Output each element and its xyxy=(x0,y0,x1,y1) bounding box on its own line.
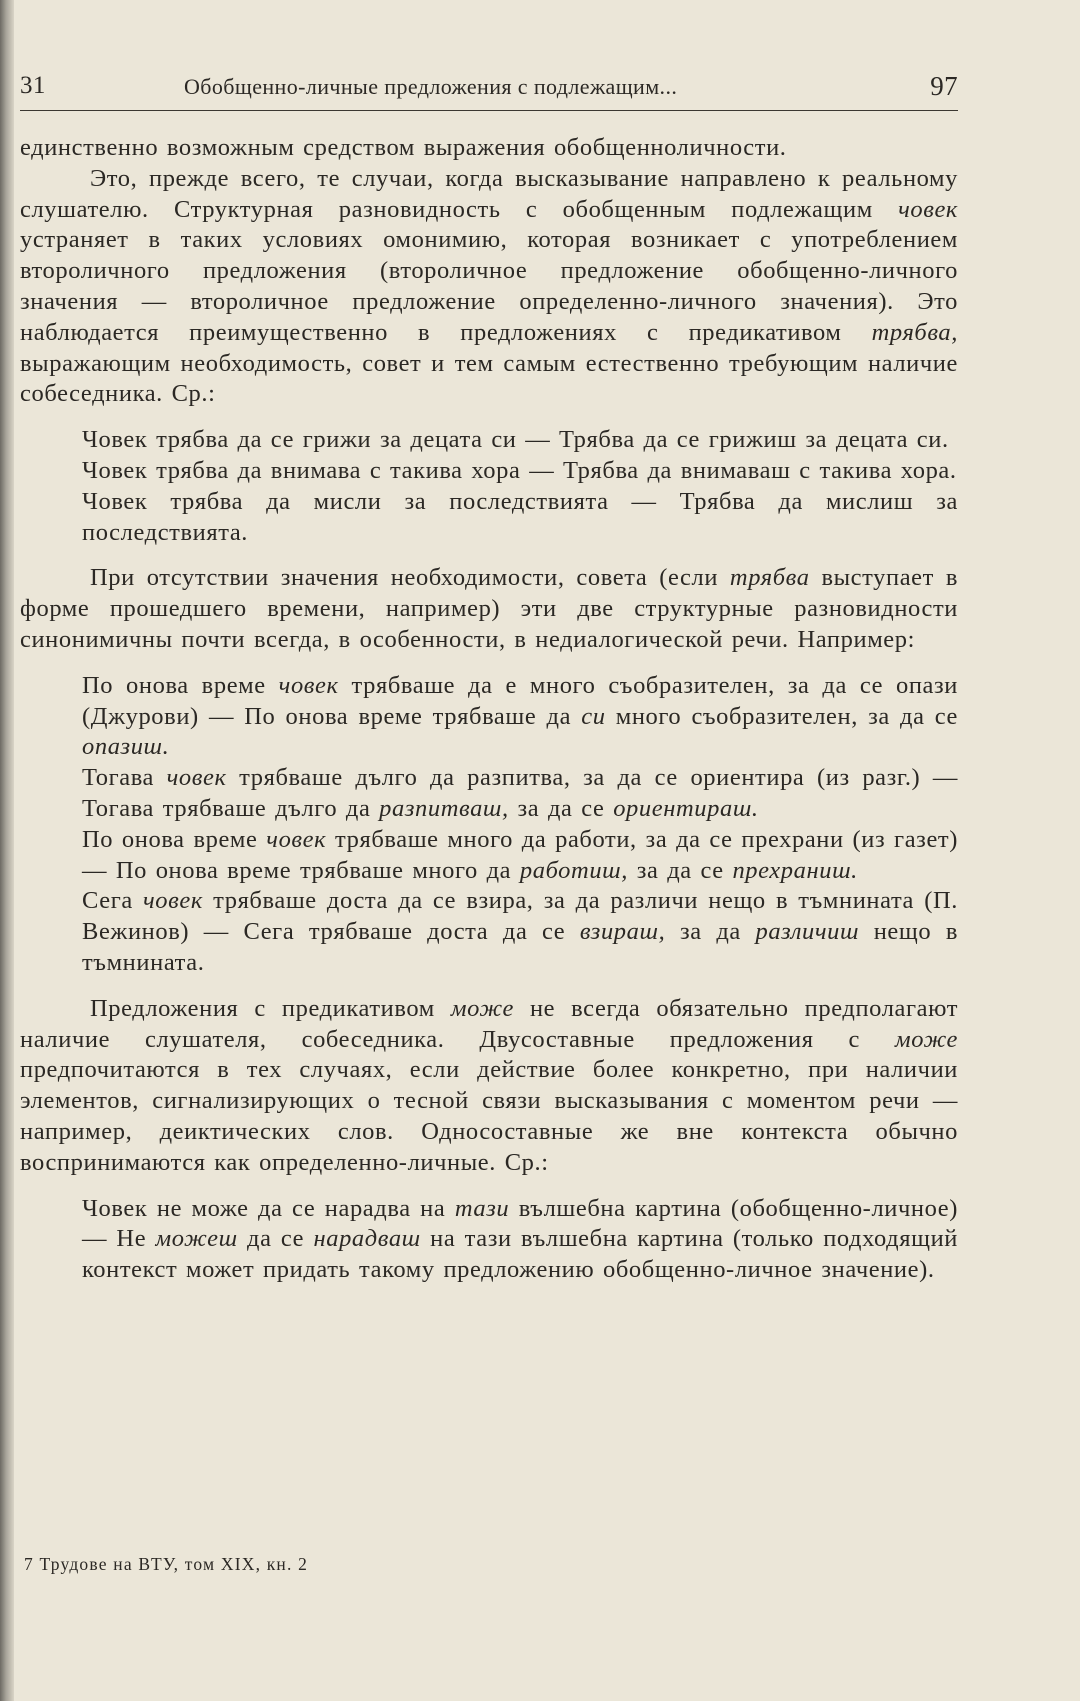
example-line: Сега човек трябваше доста да се взира, за да различи нещо в тъмнината (П. Вежинов) — Сега трябваше доста да се взираш, за да различиш нещо в тъмнината. xyxy=(82,887,959,976)
running-title: Обобщенно-личные предложения с подлежащим... xyxy=(184,74,678,99)
example-line: Човек трябва да внимава с такива хора — Трябва да внимаваш с такива хора. xyxy=(82,456,957,484)
example-line: По онова време човек трябваше да е много съобразителен, за да се опази (Джурови) — По онова време трябваше да си много съобразителен, за да се опазиш. xyxy=(82,671,959,761)
page-number: 97 xyxy=(930,71,958,101)
example-line: Човек трябва да мисли за последствията — Трябва да мислиш за последствията. xyxy=(82,487,958,546)
example-line: По онова време човек трябваше много да работи, за да се прехрани (из газет) — По онова време трябваше много да работиш, за да се прехраниш. xyxy=(82,825,958,884)
paragraph-3: При отсутствии значения необходимости, совета (если трябва выступает в форме прошедшего времени, например) эти две структурные разновидности синонимичны почти всегда, в особенности, в недиалогической речи. Например: xyxy=(20,564,958,653)
chapter-number: 31 xyxy=(20,72,46,99)
paragraph-4: Предложения с предикативом може не всегда обязательно предполагают наличие слушателя, собеседника. Двусоставные предложения с може предпочитаются в тех случаях, если действие более конкретно, при наличии элементов, сигнализирующих о тесной связи высказывания с моментом речи — например, деиктических слов. Односоставные же вне контекста обычно воспринимаются как определенно-личные. Ср.: xyxy=(20,994,959,1176)
header-rule xyxy=(20,110,958,111)
examples-group-3 xyxy=(20,1194,958,1286)
footnote-signature: 7 Трудове на ВТУ, том XIX, кн. 2 xyxy=(24,1554,309,1574)
book-binding-edge xyxy=(0,0,14,1701)
example-line: Човек не може да се нарадва на тази вълшебна картина (обобщенно-личное) — Не можеш да се нарадваш на тази вълшебна картина (только подходящий контекст может придать такому предложению обобщенно-личное значение). xyxy=(82,1194,958,1284)
examples-group-1 xyxy=(20,425,958,548)
example-line: Човек трябва да се грижи за децата си — Трябва да се грижиш за децата си. xyxy=(82,426,949,454)
running-head xyxy=(20,60,958,104)
example-line: Тогава човек трябваше дълго да разпитва, за да се ориентира (из разг.) — Тогава трябваше дълго да разпитваш, за да се ориентираш. xyxy=(82,764,959,822)
paragraph-continuation: единственно возможным средством выражения обобщенноличности. xyxy=(20,134,787,161)
book-page xyxy=(20,60,958,1301)
examples-group-2 xyxy=(20,671,958,979)
paragraph-2: Это, прежде всего, те случаи, когда высказывание направлено к реальному слушателю. Структурная разновидность с обобщенным подлежащим човек устраняет в таких условиях омонимию, которая возникает с употреблением второличного предложения (второличное предложение обобщенно-личного значения — второличное предложение определенно-личного значения). Это наблюдается преимущественно в предложениях с предикативом трябва, выражающим необходимость, совет и тем самым естественно требующим наличие собеседника. Ср.: xyxy=(20,164,958,408)
